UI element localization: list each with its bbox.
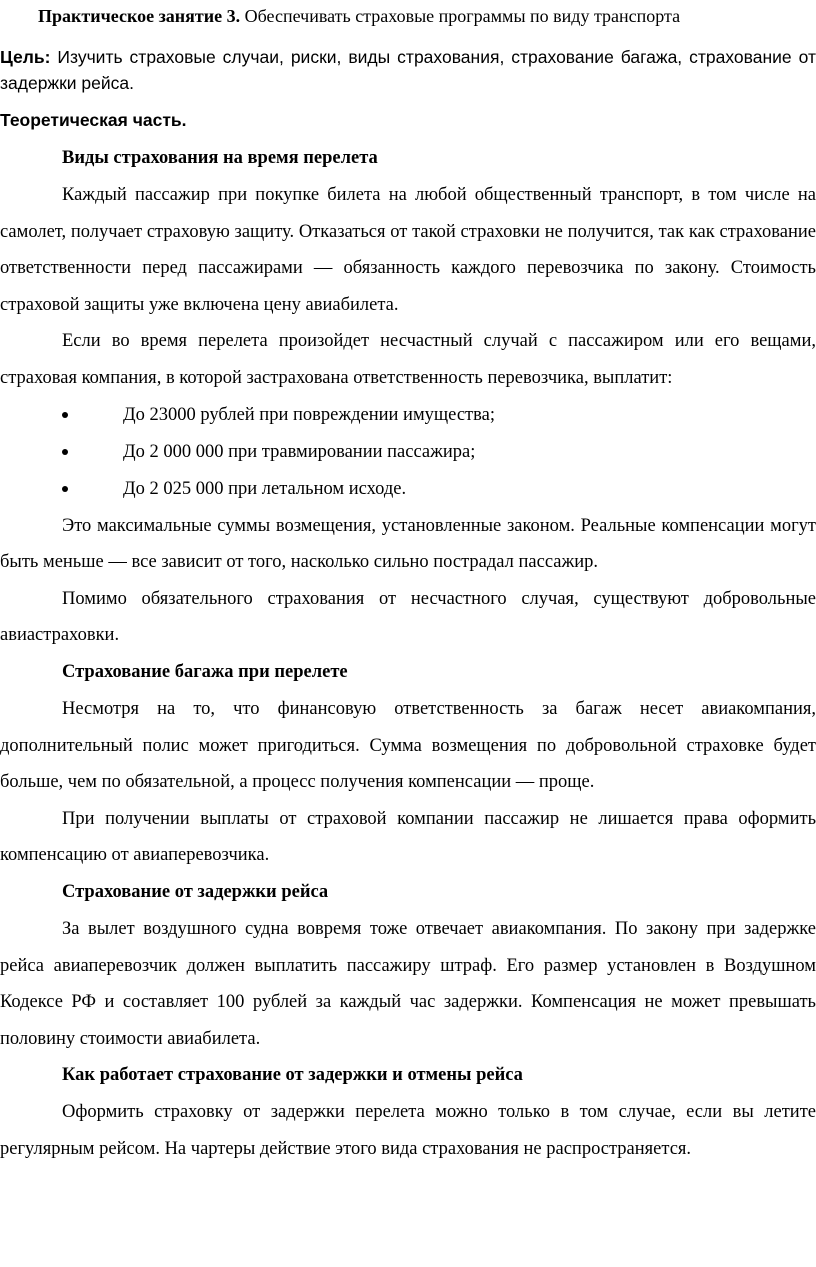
bullet-icon [62, 449, 68, 455]
paragraph: Несмотря на то, что финансовую ответственность за багаж несет авиакомпания, дополнительный полис может пригодиться. Сумма возмещения по добровольной страховке будет больше, чем по обязательной, а процесс получения компенсации — проще. [0, 698, 816, 793]
paragraph: За вылет воздушного судна вовремя тоже отвечает авиакомпания. По закону при задержке рейса авиаперевозчик должен выплатить пассажиру штраф. Его размер установлен в Воздушном Кодексе РФ и составляет 100 рублей за каждый час задержки. Компенсация не может превышать половину стоимости авиабилета. [0, 918, 816, 1049]
section-heading-delay: Страхование от задержки рейса [62, 881, 329, 902]
goal-text: Изучить страховые случаи, риски, виды страхования, страхование багажа, страхование от задержки рейса. [0, 47, 816, 93]
title-bold: Практическое занятие 3. [38, 6, 241, 26]
paragraph: Если во время перелета произойдет несчастный случай с пассажиром или его вещами, страховая компания, в которой застрахована ответственность перевозчика, выплатит: [0, 331, 816, 388]
goal-label: Цель: [0, 47, 51, 67]
paragraph: При получении выплаты от страховой компании пассажир не лишается права оформить компенсацию от авиаперевозчика. [0, 808, 816, 866]
title-rest: Обеспечивать страховые программы по виду транспорта [240, 6, 681, 26]
paragraph: Это максимальные суммы возмещения, установленные законом. Реальные компенсации могут быть меньше — все зависит от того, насколько сильно пострадал пассажир. [0, 515, 816, 573]
page-title [38, 4, 798, 28]
bullet-icon [62, 412, 68, 418]
theory-heading: Теоретическая часть. [0, 110, 187, 130]
paragraph: Каждый пассажир при покупке билета на любой общественный транспорт, в том числе на самолет, получает страховую защиту. Отказаться от такой страховки не получится, так как страхование ответственности перед пассажирами — обязанность каждого перевозчика по закону. Стоимость страховой защиты уже включена цену авиабилета. [0, 185, 816, 315]
payout-list [0, 397, 816, 508]
bullet-icon [62, 486, 68, 492]
list-item: До 23000 рублей при повреждении имущества; [0, 397, 816, 434]
document-body [0, 140, 816, 1167]
list-item: До 2 000 000 при травмировании пассажира; [0, 434, 816, 471]
list-item: До 2 025 000 при летальном исходе. [0, 471, 816, 508]
paragraph: Оформить страховку от задержки перелета можно только в том случае, если вы летите регулярным рейсом. На чартеры действие этого вида страхования не распространяется. [0, 1102, 816, 1159]
section-heading-delay-cancel: Как работает страхование от задержки и отмены рейса [62, 1065, 523, 1086]
section-heading-flight-insurance: Виды страхования на время перелета [62, 148, 378, 168]
paragraph: Помимо обязательного страхования от несчастного случая, существуют добровольные авиастраховки. [0, 588, 816, 646]
section-heading-baggage: Страхование багажа при перелете [62, 661, 348, 682]
goal-paragraph [0, 44, 816, 96]
